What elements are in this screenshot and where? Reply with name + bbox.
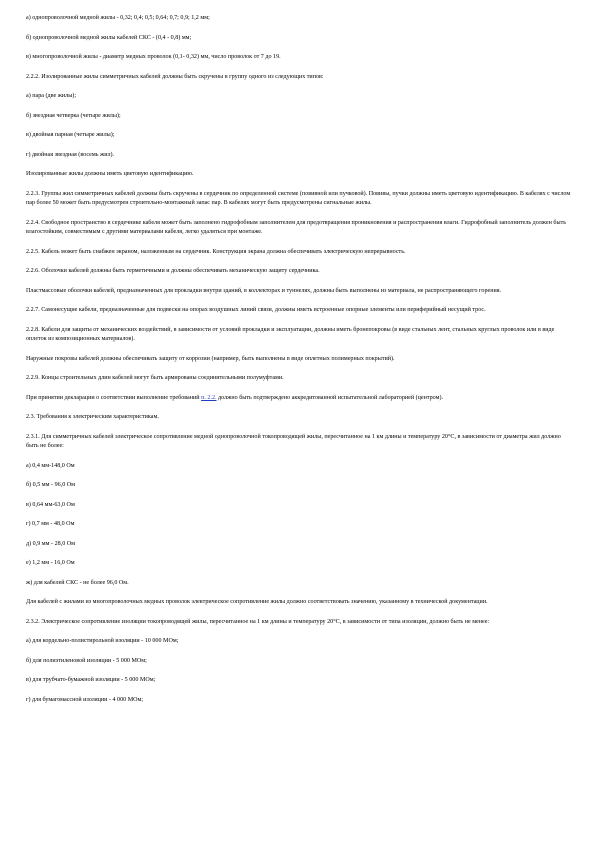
clause-paragraph: 2.2.9. Концы строительных длин кабелей могут быть армированы соединительными полумуфтами. (26, 375, 284, 381)
clause-paragraph: 2.2.7. Самонесущие кабели, предназначенные для подвески на опорах воздушных линий связи, должны иметь встроенные опорные элементы или периферийный несущий трос. (26, 307, 486, 313)
body-paragraph: Для кабелей с жилами из многопроволочных медных проволок электрическое сопротивление жилы должно соответствовать значению, указанному в технической документации. (26, 599, 488, 605)
body-paragraph: Наружные покровы кабелей должны обеспечивать защиту от коррозии (например, быть выполнены в виде оплетных полимерных покрытий). (26, 355, 395, 362)
list-item: а) 0,4 мм-148,0 Ом (26, 462, 75, 469)
list-item: б) 0,5 мм - 96,0 Ом (26, 482, 76, 488)
body-paragraph: Изолированные жилы должны иметь цветовую идентификацию. (26, 171, 194, 177)
list-item: г) для бумагомассной изоляции - 4 000 МОм; (26, 696, 144, 703)
document-page (26, 14, 571, 715)
clause-paragraph: 2.3.2. Электрическое сопротивление изоляции токопроводящей жилы, пересчитанное на 1 км длины и температуру 20°С, в зависимости от типа изоляции, должно быть не менее: (26, 618, 490, 625)
body-paragraph: Пластмассовые оболочки кабелей, предназначенных для прокладки внутри зданий, в коллекторах и туннелях, должны быть выполнены из материала, не распространяющего горения. (26, 287, 502, 294)
clause-reference-link[interactable]: п. 2.2. (201, 394, 217, 401)
list-item: ж) для кабелей СКС - не более 96,0 Ом. (26, 579, 129, 586)
clause-paragraph: 2.2.8. Кабели для защиты от механических воздействий, в зависимости от условий прокладки и эксплуатации, должны иметь бронепокровы (в виде стальных лент, стальных круглых проволок или в виде оплеток из композиционных материалов). (26, 326, 555, 342)
list-item: в) для трубчато-бумажной изоляции - 5 000 МОм; (26, 677, 156, 683)
list-item: в) двойная парная (четыре жилы); (26, 132, 115, 138)
list-item: а) однопроволочной медной жилы - 0,32; 0,4; 0,5; 0,64; 0,7; 0,9; 1,2 мм; (26, 15, 210, 21)
clause-paragraph: 2.3.1. Для симметричных кабелей электрическое сопротивление медной однопроволочной токопроводящей жилы, пересчитанное на 1 км длины и температуру 20°С, в зависимости от диаметра жил должно быть не более: (26, 433, 561, 449)
list-item: г) 0,7 мм - 48,0 Ом (26, 521, 75, 527)
list-item: е) 1,2 мм - 16,0 Ом (26, 560, 75, 566)
clause-paragraph: 2.2.2. Изолированные жилы симметричных кабелей должны быть скручены в группу одного из следующих типов: (26, 73, 324, 80)
clause-paragraph: 2.2.6. Оболочки кабелей должны быть герметичными и должны обеспечивать механическую защиту сердечника. (26, 268, 320, 274)
list-item: д) 0,9 мм - 28,0 Ом (26, 540, 76, 547)
section-heading: 2.3. Требования к электрическим характеристикам. (26, 414, 159, 420)
list-item: б) однопроволочной медной жилы кабелей СКС - (0,4 - 0,8) мм; (26, 34, 192, 41)
list-item: а) для кордельно-полистирольной изоляции - 10 000 МОм; (26, 638, 179, 644)
list-item: в) многопроволочной жилы - диаметр медных проволок (0,1- 0,32) мм, число проволок от 7 до 19. (26, 54, 281, 60)
list-item: г) двойная звездная (восемь жил). (26, 151, 115, 158)
list-item: в) 0,64 мм-63,0 Ом (26, 501, 75, 508)
clause-paragraph: 2.2.5. Кабель может быть снабжен экраном, наложенным на сердечник. Конструкция экрана должна обеспечивать электрическую непрерывность. (26, 248, 406, 255)
clause-paragraph: 2.2.3. Группы жил симметричных кабелей должны быть скручены в сердечник по определенной системе (повивной или пучковой). Повивы, пучки должны иметь цветовую идентификацию. В кабелях с числом пар более 50 может быть предусмотрен строительно-монтажный запас пар. В кабелях могут быть предусмотрены сигнальные жилы. (26, 190, 571, 206)
paragraph-text-after: должно быть подтверждено аккредитованной испытательной лабораторией (центром). (216, 394, 444, 401)
paragraph-text-before: При принятии декларации о соответствии выполнение требований (26, 394, 202, 401)
list-item: б) звездная четверка (четыре жилы); (26, 112, 121, 119)
list-item: б) для полиэтиленовой изоляции - 5 000 МОм; (26, 657, 147, 664)
list-item: а) пара (две жилы); (26, 93, 77, 99)
declaration-paragraph (26, 394, 571, 404)
clause-paragraph: 2.2.4. Свободное пространство в сердечнике кабеля может быть заполнено гидрофобным заполнителем для предотвращения проникновения и распространения влаги. Гидрофобный заполнитель должен быть влагостойким, совместимым с другими материалами кабеля, легко удаляться при монтаже. (26, 219, 567, 235)
